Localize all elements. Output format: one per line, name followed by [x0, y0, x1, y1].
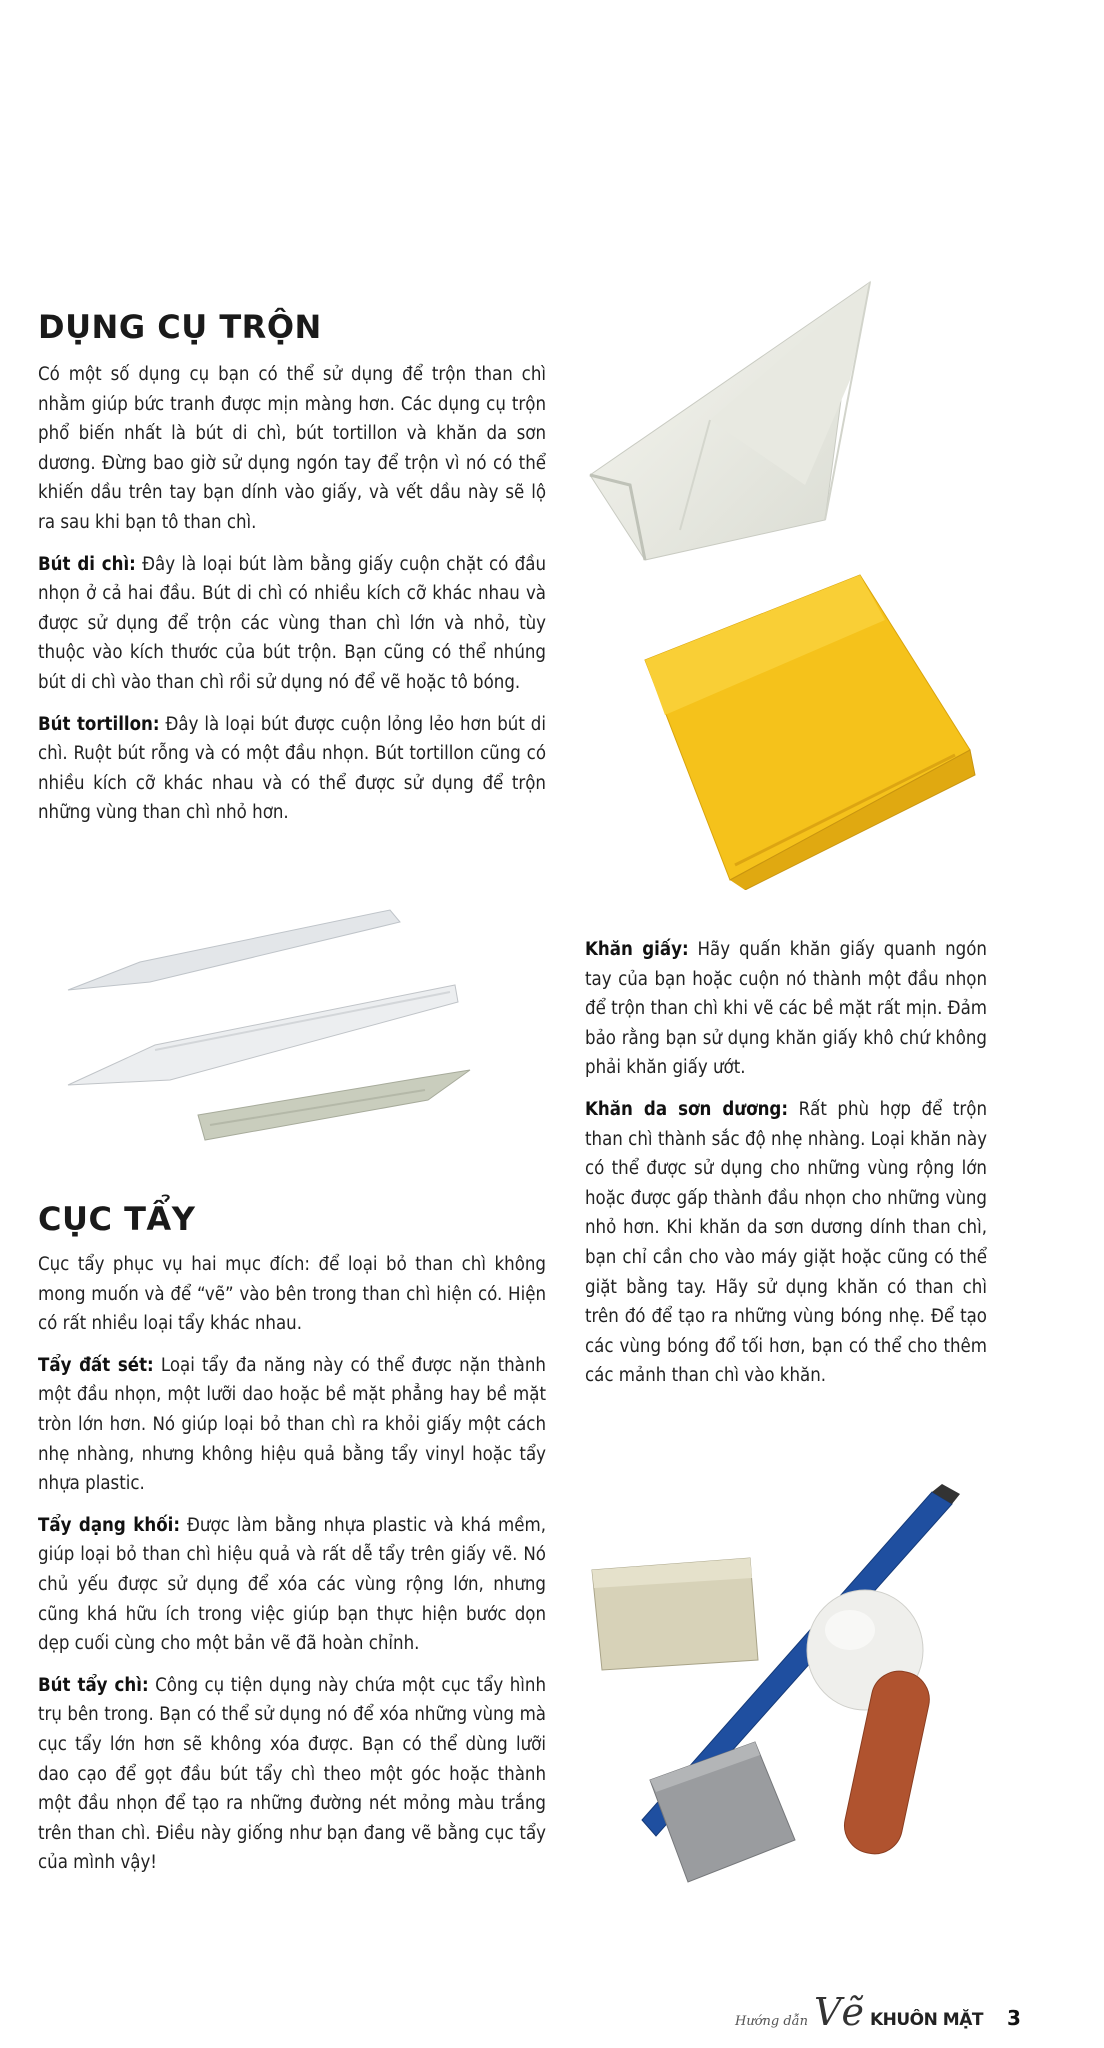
stump-description: Đây là loại bút làm bằng giấy cuộn chặt có đầu nhọn ở cả hai đầu. Bút di chì có nhiều kích cỡ khác nhau và được sử dụng để trộn các vùng than chì lớn và nhỏ, tùy thuộc vào kích thước của bút trộn. Bạn cũng có thể nhúng bút di chì vào than chì rồi sử dụng nó để vẽ hoặc tô bóng.	[38, 553, 546, 693]
footer-ve: Vẽ	[814, 1990, 864, 2034]
eraser-pen-term: Bút tẩy chì:	[38, 1674, 149, 1696]
chamois-paragraph	[585, 1095, 987, 1391]
kneaded-eraser-paragraph	[38, 1351, 546, 1499]
stump-medium	[68, 985, 458, 1085]
chamois-photo	[635, 565, 980, 890]
tortillon-paragraph	[38, 710, 546, 828]
erasers-text-column	[38, 1250, 546, 1890]
plastic-eraser	[650, 1742, 795, 1882]
page-number: 3	[1006, 2006, 1021, 2030]
section-heading-erasers: CỤC TẨY	[38, 1200, 196, 1238]
erasers-intro: Cục tẩy phục vụ hai mục đích: để loại bỏ than chì không mong muốn và để “vẽ” vào bên trong than chì hiện có. Hiện có rất nhiều loại tẩy khác nhau.	[38, 1254, 546, 1335]
blending-intro: Có một số dụng cụ bạn có thể sử dụng để trộn than chì nhằm giúp bức tranh được mịn màng hơn. Các dụng cụ trộn phổ biến nhất là bút di chì, bút tortillon và khăn da sơn dương. Đừng bao giờ sử dụng ngón tay để trộn vì nó có thể khiến dầu trên tay bạn dính vào giấy, và vết dầu này sẽ lộ ra sau khi bạn tô than chì.	[38, 364, 546, 533]
tissue-description: Hãy quấn khăn giấy quanh ngón tay của bạn hoặc cuộn nó thành một đầu nhọn để trộn than chì khi vẽ các bề mặt rất mịn. Đảm bảo rằng bạn sử dụng khăn giấy khô chứ không phải khăn giấy ướt.	[585, 939, 987, 1079]
block-eraser-paragraph	[38, 1511, 546, 1659]
tortillon-description: Đây là loại bút được cuộn lỏng lẻo hơn bút di chì. Ruột bút rỗng và có một đầu nhọn. Bút tortillon cũng có nhiều kích cỡ khác nhau và có thể được sử dụng để trộn những vùng than chì nhỏ hơn.	[38, 713, 546, 824]
page-footer	[735, 1990, 1021, 2034]
tissue-photo	[570, 270, 910, 570]
tortillon-term: Bút tortillon:	[38, 713, 160, 735]
stump-large	[68, 910, 400, 990]
footer-prefix: Hướng dẫn	[735, 2014, 809, 2029]
block-eraser-term: Tẩy dạng khối:	[38, 1514, 180, 1536]
tissue-chamois-text-column	[585, 935, 987, 1403]
blending-stumps-photo	[60, 890, 480, 1150]
block-eraser-description: Được làm bằng nhựa plastic và khá mềm, giúp loại bỏ than chì hiệu quả và rất dễ tẩy trên giấy vẽ. Nó chủ yếu được sử dụng để xóa các vùng rộng lớn, nhưng cũng khá hữu ích trong việc giúp bạn thực hiện bước dọn dẹp cuối cùng cho một bản vẽ đã hoàn chỉnh.	[38, 1514, 546, 1655]
erasers-photo	[580, 1480, 1010, 1910]
stump-term: Bút di chì:	[38, 553, 136, 575]
eraser-pen-description: Công cụ tiện dụng này chứa một cục tẩy hình trụ bên trong. Bạn có thể sử dụng nó để xóa những vùng mà cục tẩy lớn hơn sẽ không xóa được. Bạn có thể dùng lưỡi dao cạo để gọt đầu bút tẩy chì theo một góc hoặc thành một đầu nhọn để tạo ra những đường nét mỏng màu trắng trên than chì. Điều này giống như bạn đang vẽ bằng cục tẩy của mình vậy!	[38, 1674, 547, 1874]
chamois-term: Khăn da sơn dương:	[585, 1098, 789, 1120]
stump-paragraph	[38, 550, 546, 698]
blending-text-column	[38, 360, 546, 840]
chamois-description: Rất phù hợp để trộn than chì thành sắc độ nhẹ nhàng. Loại khăn này có thể được sử dụng cho những vùng rộng lớn hoặc được gấp thành đầu nhọn cho những vùng nhỏ hơn. Khi khăn da sơn dương dính than chì, bạn chỉ cần cho vào máy giặt hoặc cũng có thể giặt bằng tay. Hãy sử dụng khăn có than chì trên đó để tạo ra những vùng bóng nhẹ. Để tạo các vùng bóng đổ tối hơn, bạn có thể cho thêm các mảnh than chì vào khăn.	[585, 1098, 987, 1387]
eraser-pen-paragraph	[38, 1671, 546, 1878]
kneaded-eraser-term: Tẩy đất sét:	[38, 1354, 154, 1376]
kneaded-eraser-description: Loại tẩy đa năng này có thể được nặn thành một đầu nhọn, một lưỡi dao hoặc bề mặt phẳng hay bề mặt tròn lớn hơn. Nó giúp loại bỏ than chì ra khỏi giấy một cách nhẹ nhàng, nhưng không hiệu quả bằng tẩy vinyl hoặc tẩy nhựa plastic.	[38, 1354, 546, 1495]
section-heading-blending: DỤNG CỤ TRỘN	[38, 308, 322, 346]
tortillon	[198, 1070, 470, 1140]
footer-subject: KHUÔN MẶT	[869, 2010, 983, 2030]
tissue-paragraph	[585, 935, 987, 1083]
tissue-term: Khăn giấy:	[585, 939, 689, 960]
block-eraser	[592, 1558, 758, 1670]
